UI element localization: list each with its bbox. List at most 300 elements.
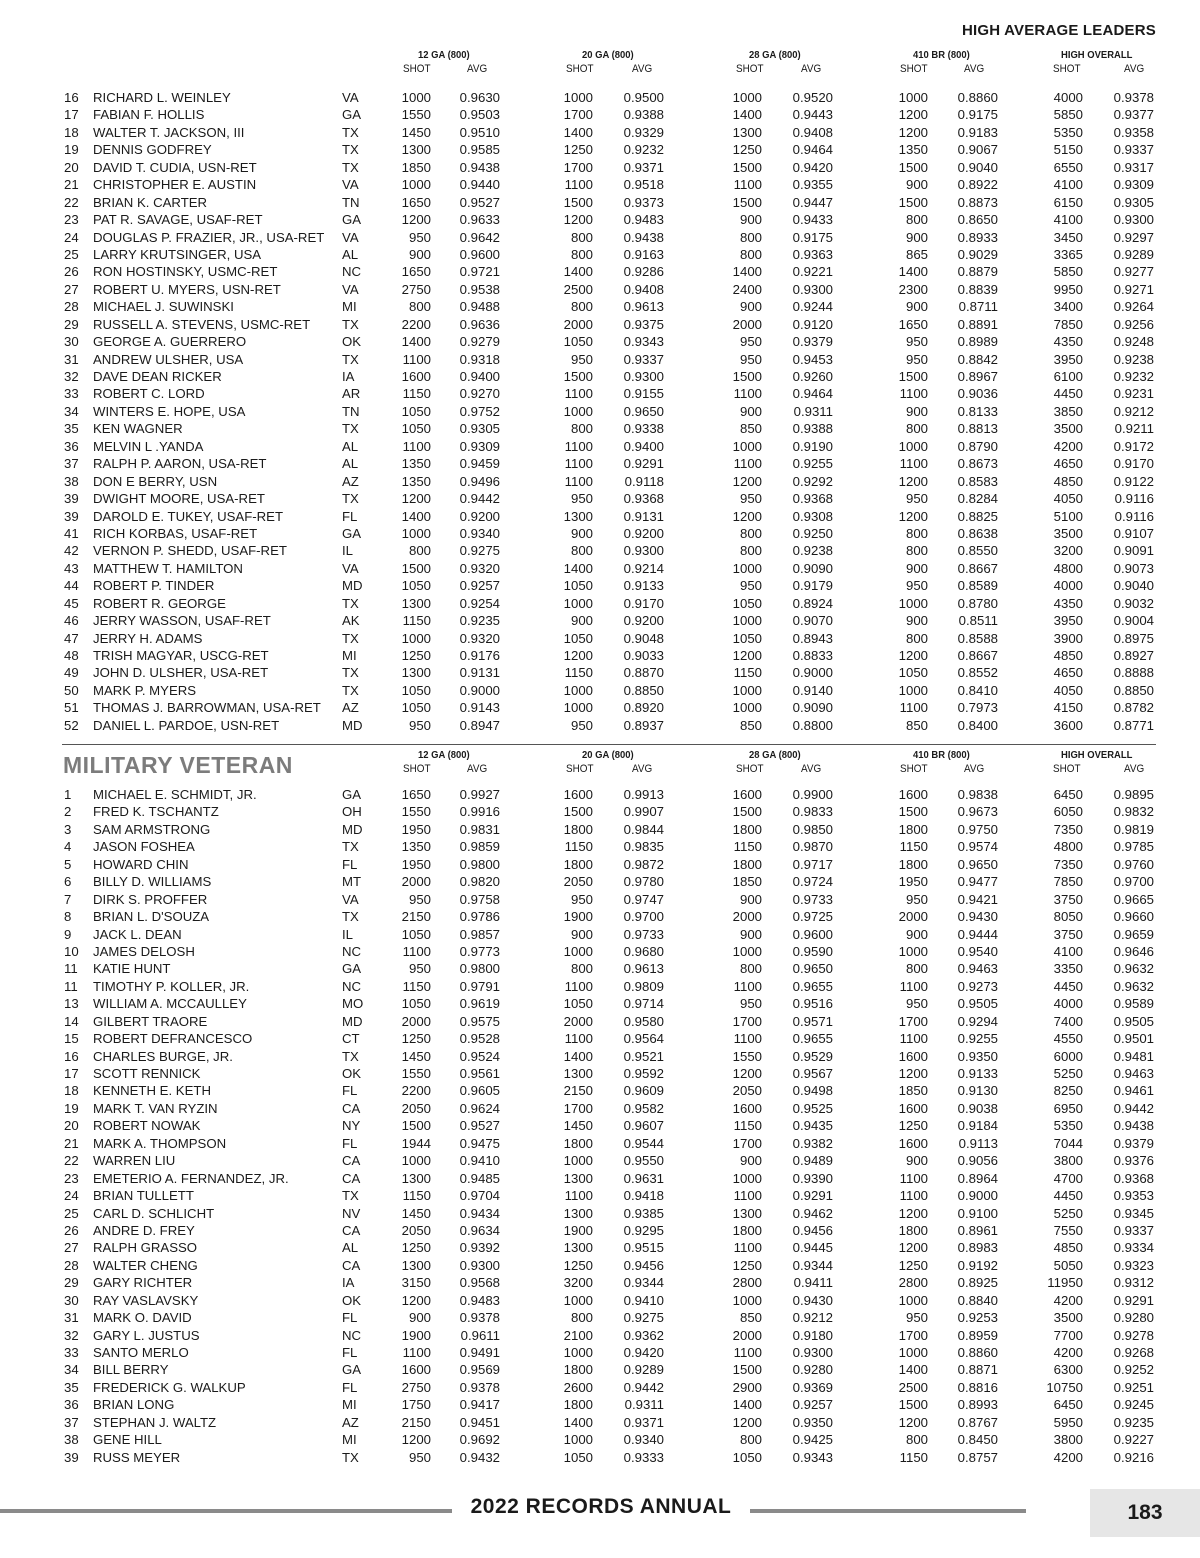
cell-rank: 51	[64, 700, 79, 716]
cell-avg-20ga: 0.9515	[623, 1240, 664, 1256]
group-label-overall: HIGH OVERALL	[1061, 49, 1133, 61]
group-label-12ga: 12 GA (800)	[418, 49, 470, 61]
cell-avg-overall: 0.9227	[1113, 1432, 1154, 1448]
cell-shot-12ga: 1300	[401, 142, 431, 158]
cell-rank: 11	[64, 978, 78, 994]
cell-avg-28ga: 0.9655	[792, 978, 833, 994]
cell-rank: 25	[64, 246, 79, 262]
cell-rank: 31	[64, 351, 79, 367]
cell-avg-overall: 0.9312	[1113, 1275, 1154, 1291]
cell-shot-overall: 5350	[1053, 1118, 1083, 1134]
cell-shot-28ga: 1100	[733, 1240, 762, 1256]
cell-avg-410br: 0.8967	[957, 369, 998, 384]
cell-shot-overall: 4000	[1053, 90, 1083, 105]
cell-avg-20ga: 0.9582	[623, 1100, 664, 1116]
cell-avg-20ga: 0.9155	[623, 386, 664, 402]
cell-shot-overall: 5850	[1053, 107, 1083, 123]
cell-shot-20ga: 1900	[563, 909, 593, 925]
avg-label: AVG	[632, 63, 653, 75]
cell-state: CA	[342, 1153, 361, 1169]
cell-avg-overall: 0.9378	[1113, 90, 1154, 105]
cell-avg-20ga: 0.9163	[623, 246, 664, 262]
cell-avg-20ga: 0.8870	[623, 665, 664, 681]
table-row	[0, 891, 1200, 908]
cell-shot-overall: 4100	[1053, 943, 1083, 959]
cell-shot-28ga: 900	[739, 926, 762, 942]
cell-shot-20ga: 950	[570, 717, 593, 733]
cell-shot-20ga: 1200	[563, 212, 593, 228]
cell-avg-20ga: 0.9780	[623, 874, 664, 890]
cell-shot-410br: 1100	[899, 1170, 928, 1186]
cell-rank: 5	[64, 856, 72, 872]
cell-avg-overall: 0.9289	[1113, 246, 1154, 262]
cell-avg-410br: 0.8757	[957, 1449, 998, 1465]
cell-state: TX	[342, 421, 359, 437]
cell-rank: 23	[64, 1170, 79, 1186]
cell-avg-12ga: 0.9800	[459, 856, 500, 872]
cell-avg-overall: 0.9323	[1113, 1257, 1154, 1273]
cell-avg-overall: 0.9438	[1113, 1118, 1154, 1134]
cell-shot-28ga: 1200	[732, 648, 762, 663]
cell-shot-410br: 1250	[898, 1118, 928, 1134]
cell-shot-overall: 3450	[1053, 229, 1083, 245]
cell-avg-overall: 0.9481	[1113, 1048, 1154, 1064]
avg-label: AVG	[801, 763, 822, 775]
cell-name: DAROLD E. TUKEY, USAF-RET	[93, 508, 284, 524]
cell-shot-410br: 900	[905, 926, 928, 942]
cell-shot-410br: 1500	[898, 159, 928, 175]
cell-shot-28ga: 1400	[732, 107, 762, 123]
cell-shot-12ga: 1300	[401, 665, 431, 681]
cell-name: CARL D. SCHLICHT	[93, 1205, 215, 1221]
cell-avg-overall: 0.9505	[1113, 1013, 1154, 1029]
cell-state: CT	[342, 1031, 360, 1047]
table-row	[0, 159, 1200, 176]
cell-shot-12ga: 800	[408, 299, 431, 315]
table-row	[0, 560, 1200, 577]
shot-label: SHOT	[403, 63, 431, 75]
cell-shot-410br: 1000	[898, 595, 928, 611]
cell-avg-20ga: 0.9747	[623, 891, 664, 907]
cell-shot-410br: 1200	[898, 107, 928, 123]
table-row	[0, 577, 1200, 594]
cell-shot-overall: 6000	[1053, 1048, 1083, 1064]
cell-name: ROBERT P. TINDER	[93, 578, 215, 594]
cell-shot-12ga: 950	[408, 717, 431, 733]
cell-avg-410br: 0.8711	[958, 299, 998, 315]
cell-avg-20ga: 0.9564	[623, 1031, 664, 1047]
table-row	[0, 1065, 1200, 1082]
cell-state: IL	[342, 926, 353, 942]
cell-shot-12ga: 1050	[401, 578, 431, 594]
cell-avg-12ga: 0.9496	[459, 473, 500, 489]
cell-avg-20ga: 0.9613	[623, 299, 664, 315]
cell-shot-410br: 1700	[898, 1327, 928, 1343]
cell-avg-20ga: 0.9214	[623, 560, 664, 576]
cell-avg-overall: 0.9116	[1114, 508, 1154, 524]
cell-avg-410br: 0.8673	[957, 456, 998, 472]
cell-name: EMETERIO A. FERNANDEZ, JR.	[93, 1170, 289, 1186]
cell-shot-overall: 5250	[1053, 1205, 1083, 1221]
cell-shot-410br: 2500	[898, 1379, 928, 1395]
cell-rank: 28	[64, 299, 79, 315]
cell-avg-20ga: 0.9442	[623, 1379, 664, 1395]
cell-avg-20ga: 0.9631	[623, 1170, 664, 1186]
cell-shot-20ga: 1900	[563, 1222, 593, 1238]
table-row	[0, 595, 1200, 612]
cell-shot-overall: 4850	[1053, 648, 1083, 663]
cell-avg-28ga: 0.9411	[793, 1275, 833, 1291]
cell-shot-20ga: 950	[570, 891, 593, 907]
cell-shot-overall: 4200	[1053, 438, 1083, 454]
cell-avg-12ga: 0.9527	[459, 1118, 500, 1134]
cell-shot-410br: 1500	[898, 1397, 928, 1413]
table-row	[0, 995, 1200, 1012]
cell-shot-12ga: 1350	[401, 473, 431, 489]
cell-rank: 26	[64, 1222, 79, 1238]
cell-shot-20ga: 1150	[564, 665, 593, 681]
cell-avg-28ga: 0.9590	[792, 943, 833, 959]
cell-shot-20ga: 2000	[563, 1013, 593, 1029]
cell-shot-28ga: 1250	[732, 1257, 762, 1273]
cell-avg-28ga: 0.9725	[792, 909, 833, 925]
cell-avg-20ga: 0.9410	[623, 1292, 664, 1308]
cell-shot-20ga: 1000	[563, 700, 593, 716]
cell-shot-410br: 800	[905, 961, 928, 977]
cell-avg-12ga: 0.9483	[459, 1292, 500, 1308]
cell-state: IA	[342, 369, 355, 384]
page-header: HIGH AVERAGE LEADERS	[961, 22, 1156, 39]
cell-shot-28ga: 2050	[732, 1083, 762, 1099]
cell-rank: 52	[64, 717, 79, 733]
cell-shot-410br: 1000	[898, 90, 928, 105]
cell-name: KEN WAGNER	[93, 421, 183, 437]
table-row	[0, 612, 1200, 629]
cell-shot-12ga: 1050	[401, 996, 431, 1012]
table-row	[0, 1361, 1200, 1378]
table-row	[0, 525, 1200, 542]
cell-avg-28ga: 0.9244	[792, 299, 833, 315]
cell-avg-12ga: 0.9318	[459, 351, 500, 367]
cell-name: MICHAEL J. SUWINSKI	[93, 299, 234, 315]
cell-shot-28ga: 1850	[732, 874, 762, 890]
cell-avg-28ga: 0.9382	[792, 1135, 833, 1151]
cell-avg-20ga: 0.9872	[623, 856, 664, 872]
cell-shot-overall: 5350	[1053, 124, 1083, 140]
cell-shot-20ga: 1450	[563, 1118, 593, 1134]
cell-avg-410br: 0.8589	[957, 578, 998, 594]
cell-avg-28ga: 0.9344	[792, 1257, 833, 1273]
cell-shot-28ga: 950	[739, 334, 762, 350]
shot-label: SHOT	[736, 63, 764, 75]
cell-avg-410br: 0.9067	[957, 142, 998, 158]
cell-name: CHRISTOPHER E. AUSTIN	[93, 177, 257, 193]
cell-shot-28ga: 1000	[732, 682, 762, 698]
cell-name: ROBERT C. LORD	[93, 386, 205, 402]
cell-state: NY	[342, 1118, 361, 1134]
cell-shot-20ga: 1300	[563, 1205, 593, 1221]
cell-shot-28ga: 1700	[732, 1135, 762, 1151]
avg-label: AVG	[467, 63, 488, 75]
cell-avg-12ga: 0.9434	[459, 1205, 500, 1221]
cell-name: RUSS MEYER	[93, 1449, 181, 1465]
cell-shot-overall: 4800	[1053, 560, 1083, 576]
cell-shot-28ga: 1150	[733, 1118, 762, 1134]
cell-avg-28ga: 0.9520	[792, 90, 833, 105]
cell-shot-20ga: 1250	[563, 142, 593, 158]
cell-avg-12ga: 0.9254	[459, 595, 500, 611]
cell-shot-overall: 10750	[1046, 1379, 1083, 1395]
cell-avg-410br: 0.9056	[957, 1153, 998, 1169]
avg-label: AVG	[801, 63, 822, 75]
cell-shot-12ga: 1000	[401, 525, 431, 541]
cell-state: FL	[342, 1379, 358, 1395]
table-row	[0, 298, 1200, 315]
cell-avg-overall: 0.9785	[1113, 839, 1154, 855]
cell-shot-overall: 3365	[1053, 246, 1083, 262]
cell-avg-28ga: 0.9311	[793, 403, 833, 419]
cell-shot-12ga: 1600	[401, 369, 431, 384]
cell-avg-410br: 0.9192	[957, 1257, 998, 1273]
cell-state: GA	[342, 525, 362, 541]
cell-shot-20ga: 1100	[564, 456, 593, 472]
cell-avg-20ga: 0.9371	[623, 1414, 664, 1430]
cell-avg-20ga: 0.9373	[623, 194, 664, 210]
cell-state: VA	[342, 90, 359, 105]
cell-avg-overall: 0.9172	[1113, 438, 1154, 454]
cell-shot-12ga: 1950	[401, 856, 431, 872]
cell-avg-410br: 0.9650	[957, 856, 998, 872]
cell-avg-28ga: 0.9292	[792, 473, 833, 489]
cell-shot-410br: 1700	[898, 1013, 928, 1029]
cell-avg-410br: 0.9113	[958, 1135, 998, 1151]
cell-shot-20ga: 950	[570, 491, 593, 507]
cell-shot-20ga: 1300	[563, 1170, 593, 1186]
cell-shot-12ga: 1450	[401, 1048, 431, 1064]
cell-shot-28ga: 2000	[732, 316, 762, 332]
cell-avg-410br: 0.9350	[957, 1048, 998, 1064]
cell-shot-12ga: 2200	[401, 316, 431, 332]
table-row	[0, 908, 1200, 925]
cell-avg-20ga: 0.9289	[623, 1362, 664, 1378]
cell-avg-20ga: 0.9700	[623, 909, 664, 925]
cell-avg-28ga: 0.9435	[792, 1118, 833, 1134]
cell-rank: 21	[64, 1135, 79, 1151]
cell-avg-overall: 0.9091	[1113, 543, 1154, 559]
cell-shot-overall: 3800	[1053, 1432, 1083, 1448]
cell-avg-410br: 0.8860	[957, 90, 998, 105]
cell-avg-overall: 0.9122	[1113, 473, 1154, 489]
cell-avg-20ga: 0.9338	[623, 421, 664, 437]
cell-name: ROBERT U. MYERS, USN-RET	[93, 281, 281, 297]
cell-avg-410br: 0.8450	[957, 1432, 998, 1448]
cell-avg-410br: 0.8583	[957, 473, 998, 489]
cell-name: ANDREW ULSHER, USA	[93, 351, 244, 367]
cell-avg-20ga: 0.9733	[623, 926, 664, 942]
cell-shot-12ga: 1450	[401, 124, 431, 140]
cell-rank: 38	[64, 473, 79, 489]
cell-avg-12ga: 0.9605	[459, 1083, 500, 1099]
table-row	[0, 1344, 1200, 1361]
cell-avg-410br: 0.9477	[957, 874, 998, 890]
cell-shot-20ga: 1300	[563, 508, 593, 524]
cell-shot-overall: 5100	[1053, 508, 1083, 524]
cell-avg-overall: 0.9376	[1113, 1153, 1154, 1169]
cell-shot-28ga: 1200	[732, 1066, 762, 1081]
cell-avg-overall: 0.9353	[1113, 1188, 1154, 1204]
cell-avg-overall: 0.9368	[1113, 1170, 1154, 1186]
cell-avg-28ga: 0.9212	[792, 1310, 833, 1326]
cell-avg-overall: 0.8975	[1113, 630, 1154, 646]
cell-shot-12ga: 1100	[402, 943, 431, 959]
table-row	[0, 455, 1200, 472]
cell-avg-overall: 0.9170	[1113, 456, 1154, 472]
cell-name: TRISH MAGYAR, USCG-RET	[93, 648, 269, 663]
cell-shot-20ga: 900	[570, 613, 593, 629]
cell-shot-20ga: 1800	[563, 856, 593, 872]
cell-shot-28ga: 1000	[732, 1170, 762, 1186]
cell-shot-410br: 1150	[899, 1449, 928, 1465]
cell-name: MICHAEL E. SCHMIDT, JR.	[93, 787, 257, 802]
cell-avg-28ga: 0.9420	[792, 159, 833, 175]
table-row	[0, 211, 1200, 228]
cell-avg-410br: 0.9750	[957, 821, 998, 837]
cell-avg-20ga: 0.9913	[623, 787, 664, 802]
cell-shot-410br: 1800	[898, 821, 928, 837]
cell-avg-20ga: 0.9295	[623, 1222, 664, 1238]
cell-avg-12ga: 0.9440	[459, 177, 500, 193]
cell-shot-overall: 4200	[1053, 1449, 1083, 1465]
cell-name: STEPHAN J. WALTZ	[93, 1414, 217, 1430]
cell-shot-410br: 1400	[898, 1362, 928, 1378]
table-row	[0, 1396, 1200, 1413]
cell-rank: 36	[64, 1397, 79, 1413]
cell-rank: 29	[64, 316, 79, 332]
cell-state: OK	[342, 334, 362, 350]
cell-avg-20ga: 0.9337	[623, 351, 664, 367]
cell-avg-20ga: 0.9275	[623, 1310, 664, 1326]
cell-shot-20ga: 1700	[563, 1100, 593, 1116]
cell-shot-12ga: 800	[408, 543, 431, 559]
cell-shot-overall: 3950	[1053, 613, 1083, 629]
table-row	[0, 1135, 1200, 1152]
cell-shot-20ga: 950	[570, 351, 593, 367]
cell-shot-28ga: 1200	[732, 473, 762, 489]
cell-state: NC	[342, 264, 362, 280]
cell-avg-28ga: 0.9355	[792, 177, 833, 193]
cell-state: CA	[342, 1100, 361, 1116]
cell-shot-410br: 1850	[898, 1083, 928, 1099]
cell-name: DOUGLAS P. FRAZIER, JR., USA-RET	[93, 229, 325, 245]
cell-shot-28ga: 1100	[733, 1188, 762, 1204]
cell-avg-12ga: 0.9392	[459, 1240, 500, 1256]
cell-shot-28ga: 950	[739, 578, 762, 594]
cell-avg-410br: 0.9183	[957, 124, 998, 140]
cell-avg-28ga: 0.9140	[792, 682, 833, 698]
cell-avg-overall: 0.9245	[1113, 1397, 1154, 1413]
cell-avg-20ga: 0.9291	[623, 456, 664, 472]
cell-avg-20ga: 0.9521	[623, 1048, 664, 1064]
cell-avg-overall: 0.9379	[1113, 1135, 1154, 1151]
cell-name: KATIE HUNT	[93, 961, 171, 977]
cell-state: CA	[342, 1222, 361, 1238]
cell-shot-20ga: 1050	[563, 1449, 593, 1465]
cell-state: TN	[342, 403, 360, 419]
cell-shot-28ga: 800	[739, 1432, 762, 1448]
cell-avg-12ga: 0.9692	[459, 1432, 500, 1448]
cell-avg-20ga: 0.9592	[623, 1066, 664, 1081]
cell-avg-12ga: 0.9143	[459, 700, 500, 716]
cell-avg-410br: 0.8816	[957, 1379, 998, 1395]
cell-rank: 49	[64, 665, 79, 681]
cell-avg-20ga: 0.9362	[623, 1327, 664, 1343]
cell-shot-28ga: 1000	[732, 1292, 762, 1308]
cell-avg-28ga: 0.9070	[792, 613, 833, 629]
cell-avg-12ga: 0.9459	[459, 456, 500, 472]
cell-state: OH	[342, 804, 362, 820]
cell-avg-overall: 0.9256	[1113, 316, 1154, 332]
cell-avg-20ga: 0.9650	[623, 403, 664, 419]
cell-rank: 38	[64, 1432, 79, 1448]
cell-avg-410br: 0.8511	[958, 613, 998, 629]
cell-shot-overall: 4000	[1053, 578, 1083, 594]
cell-avg-overall: 0.9819	[1113, 821, 1154, 837]
cell-shot-20ga: 1600	[563, 787, 593, 802]
cell-shot-overall: 11950	[1047, 1275, 1083, 1291]
table-row	[0, 943, 1200, 960]
table-row	[0, 1170, 1200, 1187]
table-row	[0, 838, 1200, 855]
cell-shot-12ga: 1100	[402, 1345, 431, 1360]
table-row	[0, 1309, 1200, 1326]
table-row	[0, 1222, 1200, 1239]
cell-avg-28ga: 0.9870	[792, 839, 833, 855]
cell-state: TX	[342, 909, 359, 925]
cell-avg-28ga: 0.9257	[792, 1397, 833, 1413]
cell-shot-20ga: 1050	[563, 334, 593, 350]
cell-shot-12ga: 1850	[401, 159, 431, 175]
cell-avg-12ga: 0.9569	[459, 1362, 500, 1378]
cell-avg-overall: 0.9501	[1113, 1031, 1154, 1047]
cell-avg-20ga: 0.9420	[623, 1345, 664, 1360]
cell-shot-12ga: 2750	[401, 281, 431, 297]
cell-name: PAT R. SAVAGE, USAF-RET	[93, 212, 263, 228]
cell-avg-28ga: 0.9090	[792, 700, 833, 716]
cell-name: MARK T. VAN RYZIN	[93, 1100, 218, 1116]
cell-avg-overall: 0.9305	[1113, 194, 1154, 210]
cell-avg-12ga: 0.9585	[459, 142, 500, 158]
cell-shot-410br: 1250	[898, 1257, 928, 1273]
cell-avg-20ga: 0.9609	[623, 1083, 664, 1099]
cell-avg-20ga: 0.9340	[623, 1432, 664, 1448]
cell-shot-20ga: 1100	[564, 386, 593, 402]
cell-avg-overall: 0.8771	[1113, 717, 1154, 733]
cell-avg-overall: 0.9700	[1113, 874, 1154, 890]
cell-avg-20ga: 0.9368	[623, 491, 664, 507]
cell-rank: 19	[64, 142, 79, 158]
cell-shot-overall: 6100	[1053, 369, 1083, 384]
cell-shot-28ga: 2900	[732, 1379, 762, 1395]
cell-state: TX	[342, 595, 359, 611]
cell-avg-410br: 0.9100	[957, 1205, 998, 1221]
cell-rank: 3	[64, 821, 72, 837]
cell-state: VA	[342, 891, 359, 907]
cell-shot-overall: 7550	[1053, 1222, 1083, 1238]
cell-shot-overall: 6450	[1053, 1397, 1083, 1413]
cell-shot-410br: 900	[905, 613, 928, 629]
cell-shot-12ga: 1100	[402, 438, 431, 454]
cell-avg-28ga: 0.9291	[792, 1188, 833, 1204]
